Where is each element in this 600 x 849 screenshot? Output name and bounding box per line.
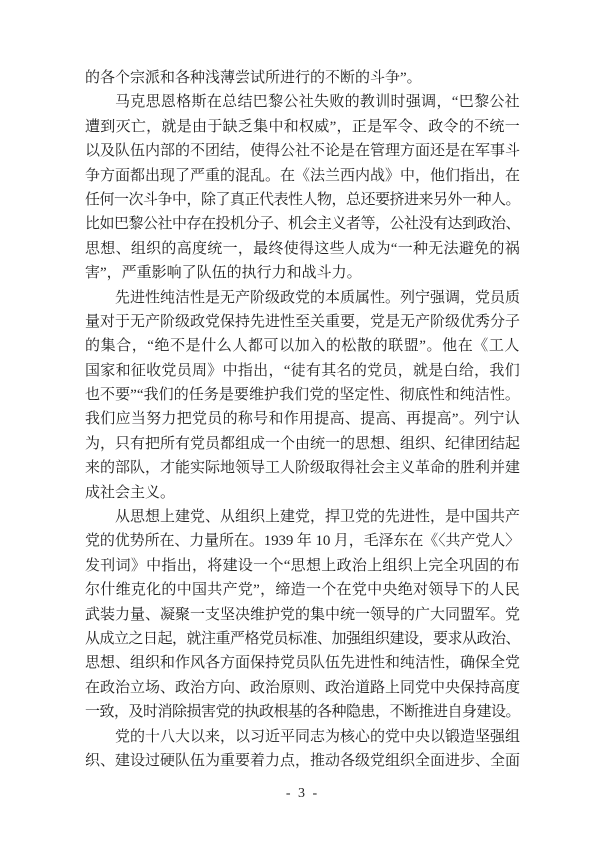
page-number: - 3 - xyxy=(285,786,320,801)
text-line-content: 任何一次斗争中，除了真正代表性人物，总还要挤进来另外一种人。 xyxy=(85,191,520,208)
text-line-content: 成社会主义。 xyxy=(85,484,176,501)
text-line-content: 尔什维克化的中国共产党”，缔造一个在党中央绝对领导下的人民 xyxy=(85,582,520,599)
text-line-content: 比如巴黎公社中存在投机分子、机会主义者等，公社没有达到政治、 xyxy=(85,216,520,233)
text-line-content: 量对于无产阶级政党保持先进性至关重要，党是无产阶级优秀分子 xyxy=(85,313,520,330)
text-line xyxy=(85,188,520,212)
text-line xyxy=(85,651,520,675)
text-line xyxy=(85,432,520,456)
text-line xyxy=(85,164,520,188)
text-line-content: 武装力量、凝聚一支坚决维护党的集中统一领导的广大同盟军。党 xyxy=(85,606,520,623)
text-line-content: 思想、组织和作风各方面保持党员队伍先进性和纯洁性，确保全党 xyxy=(85,655,520,672)
text-line xyxy=(85,554,520,578)
text-line xyxy=(85,139,520,163)
text-line xyxy=(85,578,520,602)
text-line xyxy=(85,359,520,383)
text-line xyxy=(85,700,520,724)
text-line-content: 也不要”“我们的任务是要维护我们党的坚定性、彻底性和纯洁性。 xyxy=(85,387,520,404)
text-line-content: 为，只有把所有党员都组成一个由统一的思想、组织、纪律团结起 xyxy=(85,435,520,452)
text-line-content: 遭到灭亡，就是由于缺乏集中和权威”，正是军令、政令的不统一 xyxy=(85,118,520,135)
text-line-content: 在政治立场、政治方向、政治原则、政治道路上同党中央保持高度 xyxy=(85,679,520,696)
text-line xyxy=(85,212,520,236)
text-line-content: 的集合，“绝不是什么人都可以加入的松散的联盟”。他在《工人 xyxy=(85,338,520,355)
text-line-content: 我们应当努力把党员的称号和作用提高、提高、再提高”。列宁认 xyxy=(85,411,520,428)
text-line-content: 国家和征收党员周》中指出，“徒有其名的党员，就是白给，我们 xyxy=(85,362,520,379)
text-line-content: 党的优势所在、力量所在。1939 年 10 月，毛泽东在《〈共产党人〉 xyxy=(85,533,520,550)
text-line-content: 党的十八大以来，以习近平同志为核心的党中央以锻造坚强组 xyxy=(115,728,520,745)
text-line xyxy=(85,725,520,749)
text-line-content: 先进性纯洁性是无产阶级政党的本质属性。列宁强调，党员质 xyxy=(115,289,520,306)
text-line xyxy=(85,334,520,358)
text-line xyxy=(85,505,520,529)
text-line-content: 从思想上建党、从组织上建党，捍卫党的先进性，是中国共产 xyxy=(115,509,520,526)
document-body xyxy=(85,66,520,773)
text-line xyxy=(85,286,520,310)
text-line xyxy=(85,237,520,261)
text-line xyxy=(85,529,520,553)
text-line xyxy=(85,310,520,334)
text-line-content: 来的部队，才能实际地领导工人阶级取得社会主义革命的胜利并建 xyxy=(85,460,520,477)
text-line-content: 思想、组织的高度统一，最终使得这些人成为“一种无法避免的祸 xyxy=(85,240,520,257)
page-footer xyxy=(85,784,520,802)
text-line xyxy=(85,627,520,651)
text-line xyxy=(85,676,520,700)
text-line xyxy=(85,456,520,480)
text-line-content: 争方面都出现了严重的混乱。在《法兰西内战》中，他们指出，在 xyxy=(85,167,520,184)
text-line-content: 以及队伍内部的不团结，使得公社不论是在管理方面还是在军事斗 xyxy=(85,143,520,160)
text-line xyxy=(85,749,520,773)
text-line-content: 从成立之日起，就注重严格党员标准、加强组织建设，要求从政治、 xyxy=(85,630,520,647)
text-line-content: 害”，严重影响了队伍的执行力和战斗力。 xyxy=(85,265,362,282)
text-line xyxy=(85,66,520,90)
text-line-content: 一致，及时消除损害党的执政根基的各种隐患，不断推进自身建设。 xyxy=(85,704,520,721)
text-line xyxy=(85,481,520,505)
text-line xyxy=(85,407,520,431)
text-line-content: 发刊词》中指出，将建设一个“思想上政治上组织上完全巩固的布 xyxy=(85,557,520,574)
text-line xyxy=(85,115,520,139)
text-line xyxy=(85,603,520,627)
text-line-content: 织、建设过硬队伍为重要着力点，推动各级党组织全面进步、全面 xyxy=(85,752,520,769)
text-line-content: 的各个宗派和各种浅薄尝试所进行的不断的斗争”。 xyxy=(85,70,422,86)
text-line xyxy=(85,90,520,114)
text-line xyxy=(85,261,520,285)
text-line-content: 马克思恩格斯在总结巴黎公社失败的教训时强调，“巴黎公社 xyxy=(115,94,520,111)
text-line xyxy=(85,383,520,407)
